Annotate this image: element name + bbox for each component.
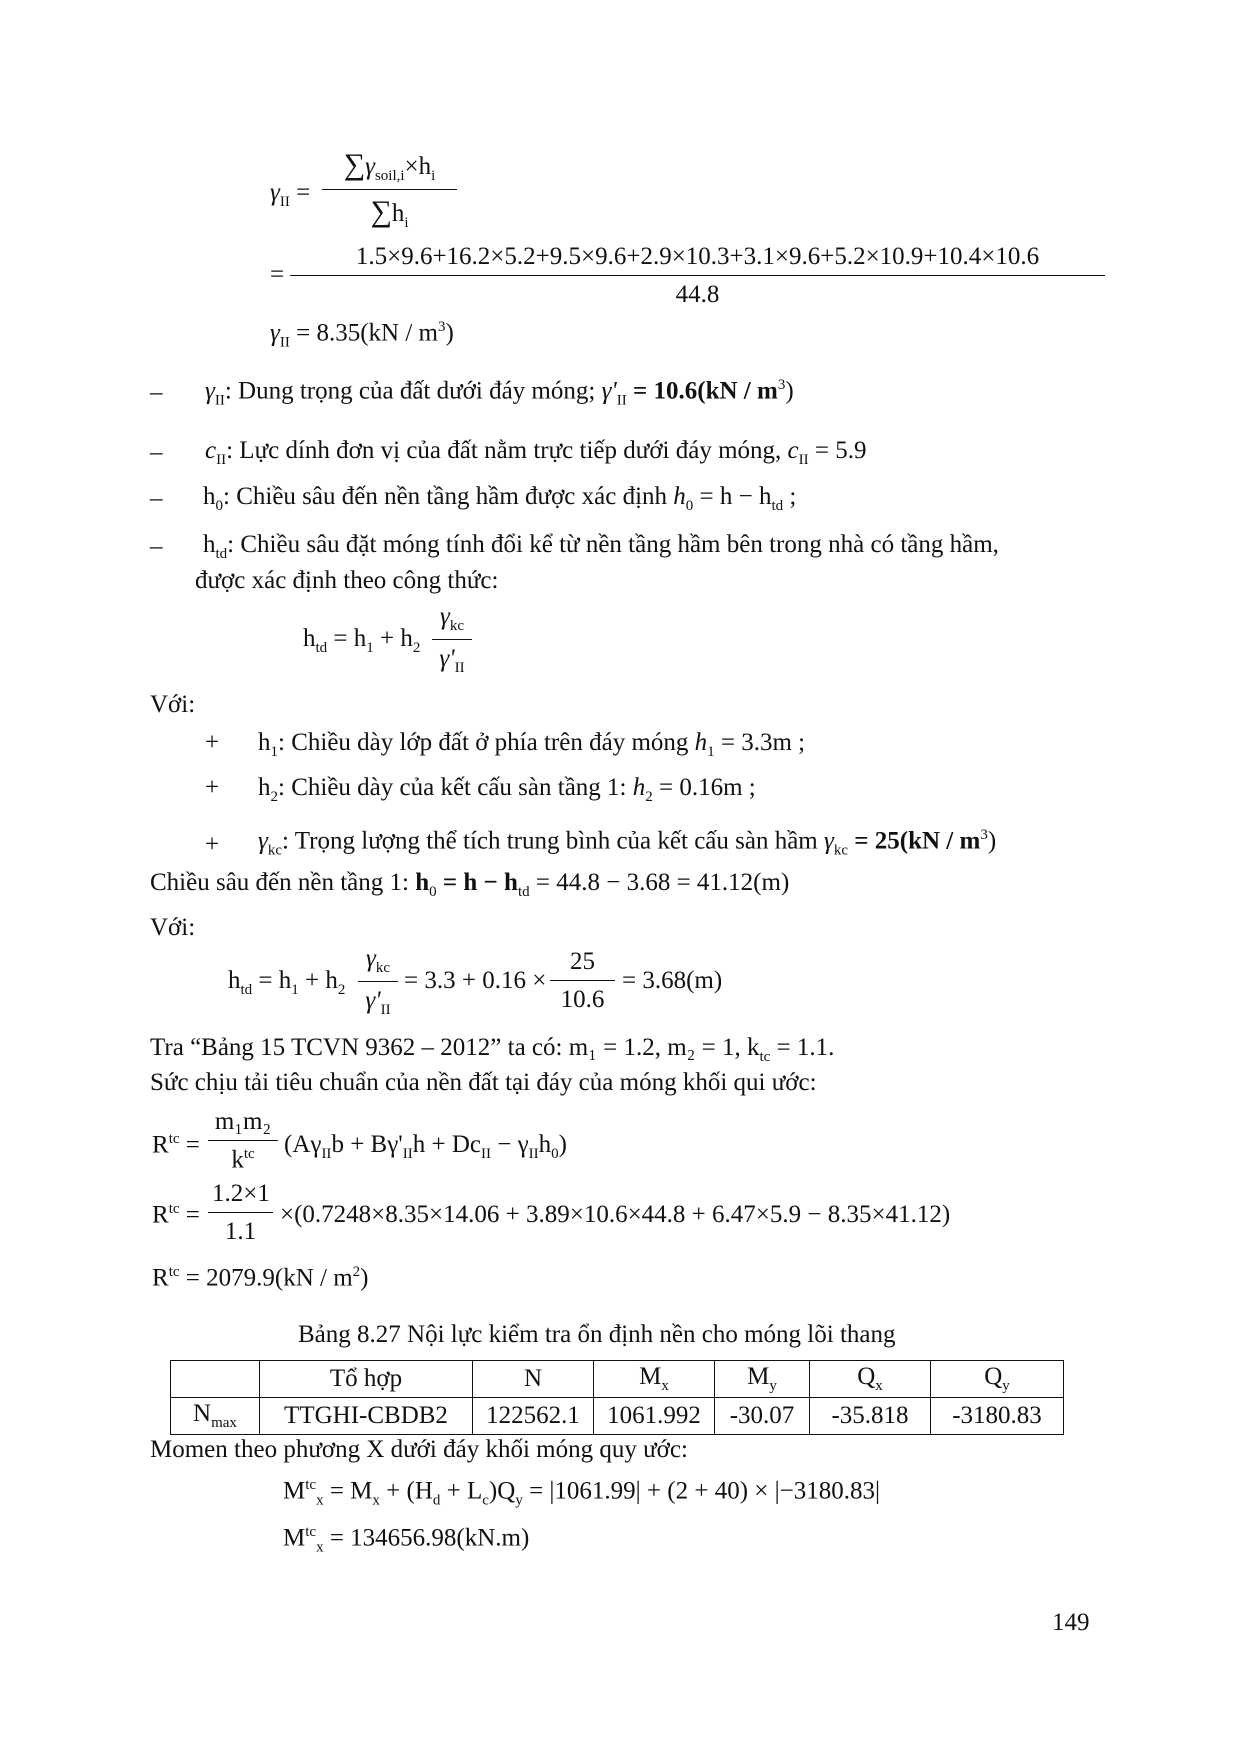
eq1-lhs: $\gamma_{II}$ = xyxy=(270,179,311,210)
eq-r2-lhs: $R^{tc}$ = xyxy=(152,1201,200,1229)
bullet-dash-1: – xyxy=(150,379,163,406)
table-header-cell: Tổ hợp xyxy=(260,1361,473,1398)
table-cell: -35.818 xyxy=(810,1398,931,1435)
table-header-cell: $Q_x$ xyxy=(810,1361,931,1398)
bullet-htd-line2: được xác định theo công thức: xyxy=(195,567,499,594)
eq-r2-rhs: ×(0.7248×8.35×14.06 + 3.89×10.6×44.8 + 6.47×5.9 − 8.35×41.12) xyxy=(280,1201,951,1228)
eq-r1-lhs: $R^{tc}$ = xyxy=(152,1131,200,1159)
depth-line: Chiều sâu đến nền tầng 1: $h_0 = h - h_{td} = 44.8 - 3.68 = 41.12(m)$ xyxy=(150,869,790,900)
table-header-cell xyxy=(171,1361,260,1398)
eq-htd2-mid: = 3.3 + 0.16 × xyxy=(404,967,547,994)
plus-item-h1: $h_1$: Chiều dày lớp đất ở phía trên đáy móng $h_1 = 3.3m$ ; xyxy=(258,729,806,760)
table-header-row xyxy=(171,1361,1064,1398)
bullet-dash-4: – xyxy=(150,533,163,560)
plus-item-gamma-kc: $\gamma_{kc}$: Trọng lượng thể tích trung bình của kết cấu sàn hầm $\gamma_{kc} = 25(kN / m^3)$ xyxy=(258,827,997,859)
internal-force-table xyxy=(170,1360,1064,1435)
eq1-fraction: $\sum\gamma_{soil,i}\times h_i$ $\sum h_i$ xyxy=(322,148,457,232)
table-header-cell: $M_x$ xyxy=(594,1361,715,1398)
bullet-dash-3: – xyxy=(150,485,163,512)
eq-m1: $M^{tc}_x = M_x + (H_d + L_c)Q_y = |1061.99| + (2 + 40) \times |-3180.83|$ xyxy=(283,1477,880,1509)
table-row xyxy=(171,1398,1064,1435)
bullet-cohesion: $c_{II}$: Lực dính đơn vị của đất nằm trực tiếp dưới đáy móng, $c_{II} = 5.9$ xyxy=(205,437,867,468)
plus-item-h2: $h_2$: Chiều dày của kết cấu sàn tầng 1: $h_2 = 0.16m$ ; xyxy=(258,774,756,805)
eq1-line2-fraction: $\frac{1.5\times 9.6+16.2\times 5.2+9.5\times 9.6+2.9\times 10.3+3.1\times 9.6+5.2\times 10.9+10.4\times 10.6}{44.8}$ xyxy=(290,243,1105,309)
suc-chiu-tai-line: Sức chịu tải tiêu chuẩn của nền đất tại đáy của móng khối qui ước: xyxy=(150,1069,817,1096)
eq-htd-fraction: $\gamma_{kc}$ $\gamma'_{II}$ xyxy=(432,603,472,677)
table-cell: -30.07 xyxy=(715,1398,810,1435)
eq-htd2-fraction2: $\frac{25}{10.6}$ xyxy=(550,948,615,1014)
eq1-line2-eq: = xyxy=(270,261,285,288)
voi-label-2: Với: xyxy=(150,914,196,941)
tra-line: Tra “Bảng 15 TCVN 9362 – 2012” ta có: m₁ = 1.2, m₂ = 1, $k_{tc} = 1.1$. xyxy=(150,1034,835,1065)
table-caption: Bảng 8.27 Nội lực kiểm tra ổn định nền cho móng lõi thang xyxy=(298,1321,896,1348)
table-cell: TTGHI-CBDB2 xyxy=(260,1398,473,1435)
eq-r2-fraction: $\frac{1.2\times 1}{1.1}$ xyxy=(208,1180,273,1246)
table-cell: -3180.83 xyxy=(931,1398,1064,1435)
voi-label-1: Với: xyxy=(150,691,196,718)
eq-r1-rhs: $(A\gamma_{II}b + B\gamma'_{II}h + Dc_{II} - \gamma_{II}h_0)$ xyxy=(284,1131,567,1162)
eq-htd2-fraction: $\gamma_{kc}$ $\gamma'_{II}$ xyxy=(358,945,398,1019)
eq-r1-fraction: m₁m₂ $k^{tc}$ xyxy=(208,1108,278,1174)
bullet-dash-2: – xyxy=(150,439,163,466)
eq-htd2-lhs: $h_{td} = h_1 + h_2$ xyxy=(228,967,346,998)
table-cell: 1061.992 xyxy=(594,1398,715,1435)
eq-m2: $M^{tc}_x = 134656.98(kN.m)$ xyxy=(283,1524,530,1556)
eq-r3: $R^{tc} = 2079.9(kN / m^2)$ xyxy=(152,1264,369,1292)
eq1-result: $\gamma_{II} = 8.35(kN / m^3)$ xyxy=(270,319,454,351)
eq-htd-lhs: $h_{td} = h_1 + h_2$ xyxy=(303,625,421,656)
table-header-cell: $M_y$ xyxy=(715,1361,810,1398)
table-cell: 122562.1 xyxy=(473,1398,594,1435)
bullet-h0: $h_0$: Chiều sâu đến nền tầng hầm được xác định $h_0 = h - h_{td}$ ; xyxy=(203,483,797,514)
bullet-gamma-prime: $\gamma_{II}$: Dung trọng của đất dưới đáy móng; $\gamma'_{II} = 10.6(kN / m^3)$ xyxy=(205,377,794,409)
table-header-cell: N xyxy=(473,1361,594,1398)
plus-mark-3: + xyxy=(205,831,220,858)
table-cell-label: $N_{max}$ xyxy=(171,1398,260,1435)
page-number: 149 xyxy=(1052,1609,1090,1636)
eq-htd2-result: = 3.68(m) xyxy=(622,967,723,994)
plus-mark-2: + xyxy=(205,774,220,801)
plus-mark-1: + xyxy=(205,729,220,756)
bullet-htd: $h_{td}$: Chiều sâu đặt móng tính đổi kể từ nền tầng hầm bên trong nhà có tầng hầm, xyxy=(203,531,999,562)
table-header-cell: $Q_y$ xyxy=(931,1361,1064,1398)
moment-line: Momen theo phương X dưới đáy khối móng quy ước: xyxy=(150,1436,688,1463)
